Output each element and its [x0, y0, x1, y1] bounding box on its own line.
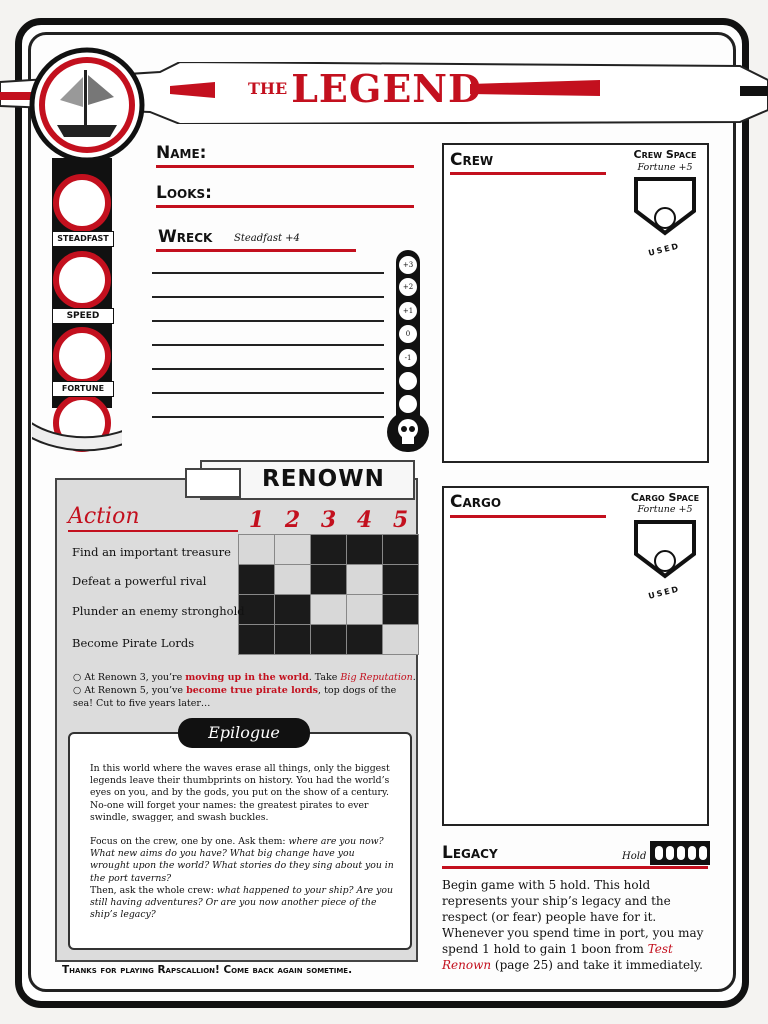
renown-level: 4 — [356, 506, 373, 533]
renown-cell[interactable] — [383, 565, 419, 595]
crew-used: USED — [647, 241, 681, 258]
renown-cell[interactable] — [311, 625, 347, 655]
cargo-space-label: Cargo Space — [630, 491, 700, 504]
cargo-space-sub: Fortune +5 — [637, 504, 693, 515]
wreck-stat: Steadfast +4 — [234, 233, 300, 244]
legacy-text: Begin game with 5 hold. This hold represents your ship’s legacy and the respect (or fear) people have for it. Whenever you spend time in port, you may spend 1 hold to gain 1 boon from Test Renown (page 25) and take it immediately. — [442, 878, 704, 972]
epilogue-p1: In this world where the waves erase all things, only the biggest legends leave their thumbprints on history. You had the world’s eyes on you, and by the gods, you put on the show of a century. No-one will forget your names: the greatest pirates to ever swindle, swagger, and swash buckles. — [90, 763, 390, 823]
action-label: Action — [68, 504, 140, 529]
banner-title — [205, 66, 525, 111]
gauge-label-steadfast: STEADFAST — [52, 231, 114, 247]
renown-cell[interactable] — [347, 625, 383, 655]
renown-cell[interactable] — [275, 565, 311, 595]
crew-space-label: Crew Space — [633, 148, 697, 161]
cargo-used: USED — [647, 584, 681, 601]
renown-level: 1 — [248, 506, 265, 533]
crew-shield-icon — [632, 175, 698, 237]
hold-track-icon — [650, 841, 710, 865]
renown-cell[interactable] — [239, 565, 275, 595]
renown-note-1: ○ At Renown 3, you’re moving up in the world. Take Big Reputation. — [73, 672, 416, 683]
epilogue-p3: Then, ask the whole crew: what happened to your ship? Are you still having adventures? Or are you now another piece of the ship’s legacy? — [90, 885, 393, 921]
checkbox-icon[interactable]: ○ — [73, 672, 82, 683]
legacy-hold-label: Hold — [622, 851, 647, 862]
footer-text: Thanks for playing Rapscallion! Come back again sometime. — [62, 964, 353, 976]
track-pip[interactable]: +3 — [399, 256, 417, 274]
ship-emblem-icon — [22, 45, 152, 165]
renown-cell[interactable] — [311, 535, 347, 565]
renown-row-label: Find an important treasure — [72, 545, 231, 559]
renown-cell[interactable] — [275, 625, 311, 655]
wreck-label: Wreck — [158, 227, 213, 247]
renown-cell[interactable] — [347, 535, 383, 565]
renown-row-label: Become Pirate Lords — [72, 636, 195, 650]
crew-space-sub: Fortune +5 — [637, 162, 693, 173]
renown-cell[interactable] — [383, 535, 419, 565]
skull-icon — [387, 412, 429, 452]
track-pip[interactable] — [399, 372, 417, 390]
gauge-label-speed: SPEED — [52, 308, 114, 324]
checkbox-icon[interactable]: ○ — [73, 685, 82, 696]
renown-level: 5 — [392, 506, 409, 533]
renown-cell[interactable] — [275, 595, 311, 625]
track-pip[interactable]: +2 — [399, 278, 417, 296]
renown-cell[interactable] — [239, 625, 275, 655]
renown-row-label: Plunder an enemy stronghold — [72, 604, 245, 618]
renown-level: 2 — [284, 506, 301, 533]
track-pip[interactable]: -1 — [399, 349, 417, 367]
epilogue-p2: Focus on the crew, one by one. Ask them: where are you now? What new aims do you have? What big change have you wrought upon the world? What stories do they sing about you in the port taverns? — [90, 836, 394, 884]
track-pip[interactable]: 0 — [399, 325, 417, 343]
renown-title: RENOWN — [262, 466, 385, 492]
name-label: Name: — [156, 143, 207, 163]
gauge-label-fortune: FORTUNE — [52, 381, 114, 397]
renown-cell[interactable] — [383, 595, 419, 625]
renown-cell[interactable] — [239, 535, 275, 565]
renown-cell[interactable] — [347, 565, 383, 595]
renown-row-label: Defeat a powerful rival — [72, 574, 207, 588]
renown-cell[interactable] — [383, 625, 419, 655]
renown-grid — [238, 505, 419, 655]
renown-cell[interactable] — [347, 595, 383, 625]
banner-the: THE — [247, 79, 288, 98]
renown-level: 3 — [320, 506, 337, 533]
test-renown-link[interactable]: Test Renown — [442, 942, 673, 972]
legacy-title: Legacy — [442, 843, 498, 863]
track-pip[interactable]: +1 — [399, 302, 417, 320]
renown-cell[interactable] — [311, 595, 347, 625]
cargo-shield-icon — [632, 518, 698, 580]
renown-note-2: ○ At Renown 5, you’ve become true pirate lords, top dogs of the sea! Cut to five years later… — [73, 685, 397, 709]
epilogue-title: Epilogue — [178, 718, 310, 748]
renown-flag — [185, 468, 241, 498]
cargo-title: Cargo — [450, 492, 502, 512]
banner-legend: LEGEND — [291, 66, 482, 111]
looks-label: Looks: — [156, 183, 212, 203]
renown-cell[interactable] — [311, 565, 347, 595]
crew-title: Crew — [450, 150, 494, 170]
track-pip[interactable] — [399, 395, 417, 413]
renown-cell[interactable] — [275, 535, 311, 565]
